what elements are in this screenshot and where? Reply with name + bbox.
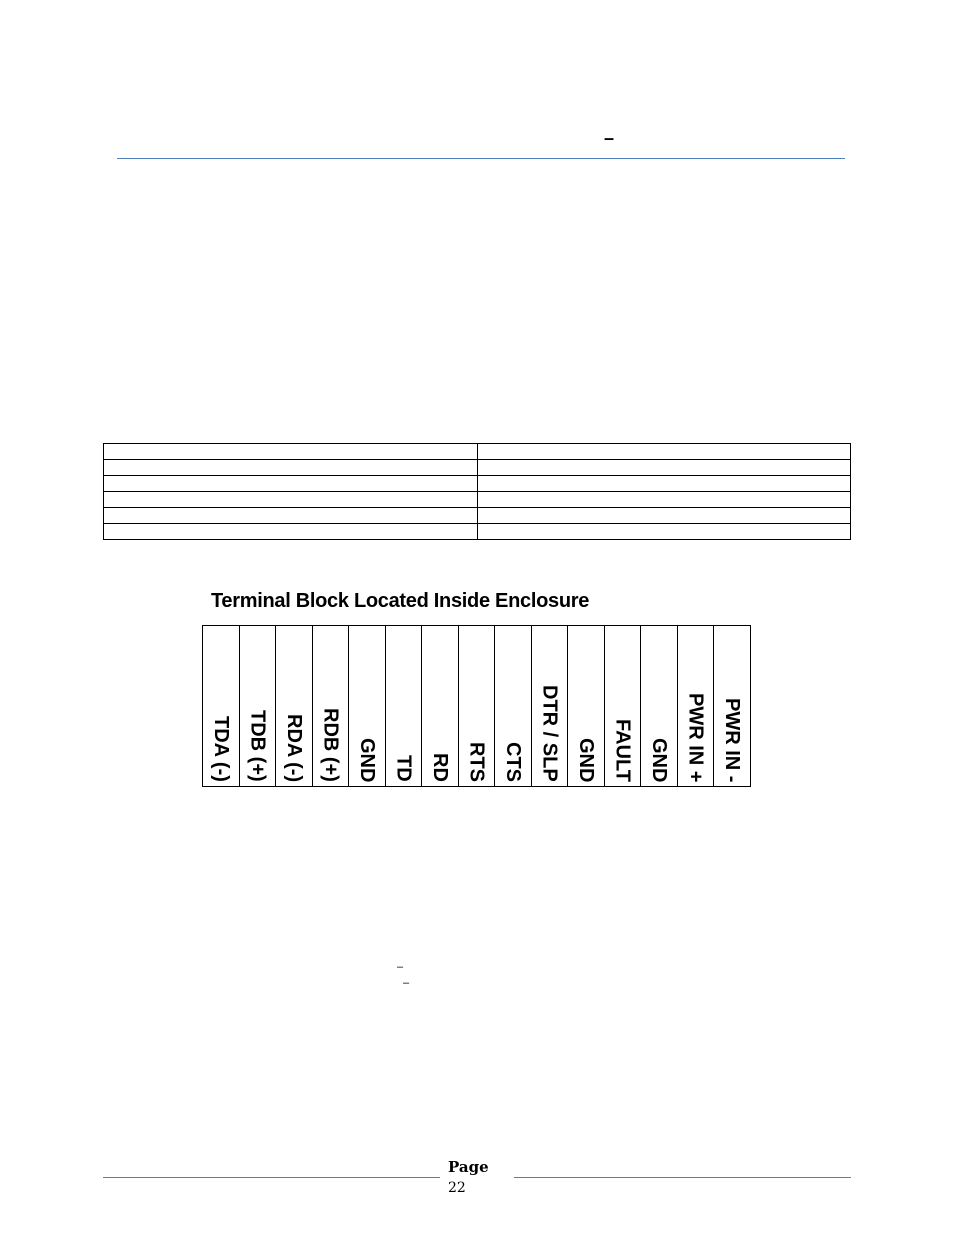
table-row bbox=[104, 444, 851, 460]
body-dash: – bbox=[397, 961, 404, 973]
footer-rule-right bbox=[514, 1177, 851, 1178]
table-cell bbox=[477, 524, 851, 540]
terminal-label: TDB (+) bbox=[246, 710, 269, 782]
terminal-label: PWR IN + bbox=[684, 692, 707, 782]
footer-page-number: 22 bbox=[448, 1180, 466, 1196]
terminal-block-title: Terminal Block Located Inside Enclosure bbox=[211, 590, 590, 612]
terminal-label: TDA (-) bbox=[209, 716, 232, 782]
terminal-cell bbox=[641, 626, 678, 786]
terminal-cell bbox=[240, 626, 277, 786]
terminal-label: RDB (+) bbox=[319, 708, 342, 782]
table-cell bbox=[477, 476, 851, 492]
terminal-cell bbox=[276, 626, 313, 786]
terminal-cell bbox=[605, 626, 642, 786]
terminal-label: TD bbox=[392, 755, 415, 782]
table-cell bbox=[477, 508, 851, 524]
table-row bbox=[104, 524, 851, 540]
table-cell bbox=[104, 508, 478, 524]
terminal-label: CTS bbox=[502, 742, 525, 782]
terminal-cell bbox=[495, 626, 532, 786]
terminal-cell bbox=[313, 626, 350, 786]
terminal-label: GND bbox=[648, 737, 671, 782]
table-cell bbox=[477, 460, 851, 476]
table-cell bbox=[104, 460, 478, 476]
table-row bbox=[104, 460, 851, 476]
header-dash: – bbox=[604, 128, 615, 148]
terminal-cell bbox=[349, 626, 386, 786]
footer-rule-left bbox=[103, 1177, 440, 1178]
terminal-cell bbox=[459, 626, 496, 786]
terminal-label: RDA (-) bbox=[282, 713, 305, 782]
terminal-label: RTS bbox=[465, 742, 488, 782]
terminal-block-diagram bbox=[202, 625, 751, 787]
table-row bbox=[104, 492, 851, 508]
terminal-cell bbox=[203, 626, 240, 786]
terminal-label: FAULT bbox=[611, 719, 634, 782]
terminal-label: GND bbox=[355, 737, 378, 782]
body-dash: – bbox=[403, 977, 410, 989]
terminal-cell bbox=[678, 626, 715, 786]
terminal-label: RD bbox=[428, 753, 451, 782]
blank-table bbox=[103, 443, 851, 540]
terminal-cell bbox=[422, 626, 459, 786]
terminal-label: GND bbox=[575, 737, 598, 782]
footer-page-label: Page bbox=[448, 1158, 489, 1176]
table-row bbox=[104, 508, 851, 524]
terminal-label: DTR / SLP bbox=[538, 685, 561, 782]
table-cell bbox=[477, 444, 851, 460]
table-cell bbox=[104, 476, 478, 492]
table-cell bbox=[104, 492, 478, 508]
table-cell bbox=[104, 524, 478, 540]
terminal-cell bbox=[714, 626, 750, 786]
terminal-label: PWR IN - bbox=[721, 697, 744, 782]
table-row bbox=[104, 476, 851, 492]
header-rule bbox=[117, 158, 845, 159]
terminal-cell bbox=[386, 626, 423, 786]
terminal-cell bbox=[532, 626, 569, 786]
table-cell bbox=[104, 444, 478, 460]
terminal-cell bbox=[568, 626, 605, 786]
table-cell bbox=[477, 492, 851, 508]
